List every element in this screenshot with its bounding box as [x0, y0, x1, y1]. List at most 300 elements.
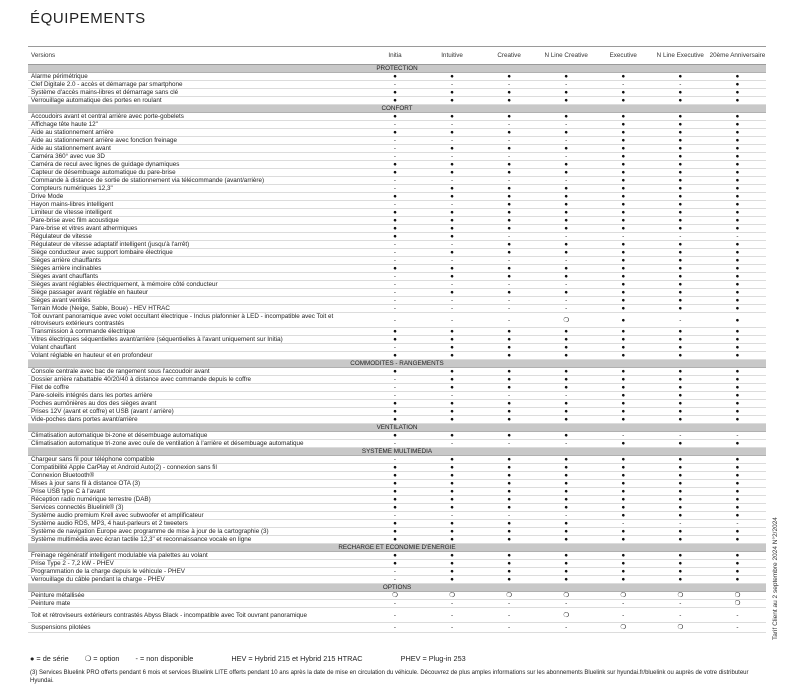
legend-standard: ● = de série: [30, 654, 69, 663]
availability-cell: ●: [481, 464, 538, 472]
availability-cell: -: [538, 281, 595, 289]
availability-cell: -: [709, 623, 766, 633]
feature-label: Caméra de recul avec lignes de guidage dynamiques: [28, 161, 366, 169]
availability-cell: -: [366, 153, 423, 161]
feature-label: Limiteur de vitesse intelligent: [28, 209, 366, 217]
availability-cell: ●: [595, 281, 652, 289]
availability-cell: -: [709, 520, 766, 528]
availability-cell: -: [366, 177, 423, 185]
availability-cell: -: [424, 201, 481, 209]
availability-cell: ●: [366, 536, 423, 544]
availability-cell: -: [595, 233, 652, 241]
legend-not-available: - = non disponible: [135, 654, 194, 663]
availability-cell: ●: [424, 456, 481, 464]
availability-cell: ●: [709, 336, 766, 344]
availability-cell: ●: [538, 73, 595, 81]
availability-cell: ●: [538, 145, 595, 153]
table-row: [28, 368, 766, 376]
table-row: [28, 161, 766, 169]
availability-cell: ●: [538, 472, 595, 480]
availability-cell: ●: [424, 273, 481, 281]
availability-cell: ●: [595, 169, 652, 177]
availability-cell: -: [366, 313, 423, 328]
feature-label: Climatisation automatique tri-zone avec ouïe de ventilation à l'arrière et désembuage automatique: [28, 440, 366, 448]
availability-cell: -: [481, 440, 538, 448]
availability-cell: ●: [595, 153, 652, 161]
legend-phev: PHEV = Plug-in 253: [400, 654, 466, 663]
col-header-n-line-executive: N Line Executive: [652, 47, 709, 65]
availability-cell: -: [538, 177, 595, 185]
availability-cell: ❍: [595, 623, 652, 633]
table-row: [28, 233, 766, 241]
availability-cell: -: [424, 81, 481, 89]
feature-label: Drive Mode: [28, 193, 366, 201]
availability-cell: ●: [652, 305, 709, 313]
availability-cell: ●: [595, 496, 652, 504]
feature-label: Sièges avant réglables électriquement, à mémoire côté conducteur: [28, 281, 366, 289]
legend-hev: HEV = Hybrid 215 et Hybrid 215 HTRAC: [231, 654, 363, 663]
section-title: SYSTÈME MULTIMÉDIA: [28, 448, 766, 456]
availability-cell: ●: [424, 89, 481, 97]
table-row: [28, 472, 766, 480]
availability-cell: ●: [538, 89, 595, 97]
availability-cell: ●: [709, 193, 766, 201]
table-row: [28, 193, 766, 201]
availability-cell: -: [424, 177, 481, 185]
availability-cell: ●: [652, 464, 709, 472]
availability-cell: ●: [481, 145, 538, 153]
availability-cell: -: [481, 233, 538, 241]
feature-label: Système de navigation Europe avec programme de mise à jour de la cartographie (3): [28, 528, 366, 536]
availability-cell: -: [424, 153, 481, 161]
availability-cell: ●: [709, 313, 766, 328]
availability-cell: ❍: [538, 608, 595, 623]
availability-cell: ●: [424, 432, 481, 440]
availability-cell: ●: [652, 504, 709, 512]
availability-cell: ●: [424, 560, 481, 568]
footnote: (3) Services Bluelink PRO offerts pendant 6 mois et services Bluelink LITE offerts pendant 10 ans après la date de mise en circulation du véhicule. Découvrez de plus amples informations sur les abonnements Bluelink sur hyundai.fr/bluelink ou auprès de votre distributeur Hyundai.: [30, 670, 749, 684]
table-row: [28, 560, 766, 568]
availability-cell: -: [366, 344, 423, 352]
feature-label: Toit et rétroviseurs extérieurs contrastés Abyss Black - incompatible avec Toit ouvrant panoramique: [28, 608, 366, 623]
table-row: [28, 416, 766, 424]
feature-label: Régulateur de vitesse: [28, 233, 366, 241]
availability-cell: ●: [424, 209, 481, 217]
feature-label: Volant chauffant: [28, 344, 366, 352]
availability-cell: ●: [709, 472, 766, 480]
availability-cell: ●: [595, 352, 652, 360]
availability-cell: ●: [595, 313, 652, 328]
availability-cell: ●: [652, 113, 709, 121]
availability-cell: ●: [366, 217, 423, 225]
availability-cell: -: [424, 440, 481, 448]
availability-cell: -: [538, 600, 595, 608]
col-header-creative: Creative: [481, 47, 538, 65]
availability-cell: ●: [595, 328, 652, 336]
feature-label: Aide au stationnement arrière: [28, 129, 366, 137]
availability-cell: ●: [366, 328, 423, 336]
availability-cell: ●: [538, 336, 595, 344]
availability-cell: ●: [424, 416, 481, 424]
availability-cell: ●: [481, 265, 538, 273]
availability-cell: -: [652, 520, 709, 528]
availability-cell: ●: [538, 241, 595, 249]
availability-cell: ●: [538, 432, 595, 440]
availability-cell: ●: [424, 576, 481, 584]
availability-cell: ●: [424, 217, 481, 225]
availability-cell: ●: [481, 209, 538, 217]
availability-cell: -: [652, 233, 709, 241]
availability-cell: -: [595, 600, 652, 608]
availability-cell: ●: [538, 536, 595, 544]
feature-label: Programmation de la charge depuis le véhicule - PHEV: [28, 568, 366, 576]
availability-cell: ●: [424, 129, 481, 137]
availability-cell: ●: [652, 273, 709, 281]
availability-cell: ●: [481, 169, 538, 177]
availability-cell: ●: [709, 89, 766, 97]
table-row: [28, 249, 766, 257]
availability-cell: ●: [538, 416, 595, 424]
availability-cell: ●: [595, 480, 652, 488]
availability-cell: -: [481, 623, 538, 633]
availability-cell: ●: [481, 456, 538, 464]
availability-cell: -: [424, 137, 481, 145]
availability-cell: ●: [595, 113, 652, 121]
availability-cell: ●: [595, 249, 652, 257]
availability-cell: ●: [652, 161, 709, 169]
feature-label: Transmission à commande électrique: [28, 328, 366, 336]
availability-cell: ●: [424, 328, 481, 336]
availability-cell: ●: [424, 568, 481, 576]
feature-label: Volant réglable en hauteur et en profondeur: [28, 352, 366, 360]
availability-cell: ●: [538, 352, 595, 360]
availability-cell: ●: [709, 456, 766, 464]
availability-cell: ●: [481, 400, 538, 408]
availability-cell: ●: [709, 273, 766, 281]
availability-cell: -: [366, 289, 423, 297]
table-row: [28, 265, 766, 273]
availability-cell: -: [538, 512, 595, 520]
availability-cell: -: [481, 392, 538, 400]
availability-cell: -: [424, 608, 481, 623]
availability-cell: ●: [709, 257, 766, 265]
availability-cell: ●: [538, 496, 595, 504]
availability-cell: ●: [366, 504, 423, 512]
col-header-intuitive: Intuitive: [424, 47, 481, 65]
availability-cell: ●: [538, 217, 595, 225]
availability-cell: ●: [481, 480, 538, 488]
table-row: [28, 97, 766, 105]
availability-cell: ●: [652, 209, 709, 217]
availability-cell: -: [709, 233, 766, 241]
availability-cell: -: [424, 512, 481, 520]
availability-cell: ●: [652, 89, 709, 97]
availability-cell: ●: [481, 185, 538, 193]
availability-cell: ●: [424, 400, 481, 408]
section-header-row: [28, 544, 766, 552]
availability-cell: ●: [709, 376, 766, 384]
availability-cell: ●: [424, 368, 481, 376]
availability-cell: ●: [538, 552, 595, 560]
availability-cell: ●: [424, 488, 481, 496]
availability-cell: -: [595, 520, 652, 528]
availability-cell: ●: [709, 225, 766, 233]
availability-cell: -: [366, 185, 423, 193]
availability-cell: ●: [424, 145, 481, 153]
availability-cell: ●: [595, 528, 652, 536]
availability-cell: ●: [595, 408, 652, 416]
feature-label: Chargeur sans fil pour téléphone compatible: [28, 456, 366, 464]
feature-label: Filet de coffre: [28, 384, 366, 392]
availability-cell: ●: [481, 520, 538, 528]
availability-cell: ●: [652, 568, 709, 576]
availability-cell: ●: [424, 464, 481, 472]
feature-label: Pare-brise et vitres avant athermiques: [28, 225, 366, 233]
availability-cell: ●: [652, 376, 709, 384]
feature-label: Freinage régénératif intelligent modulable via palettes au volant: [28, 552, 366, 560]
availability-cell: -: [366, 568, 423, 576]
availability-cell: ●: [481, 328, 538, 336]
availability-cell: ●: [424, 376, 481, 384]
section-header-row: [28, 360, 766, 368]
availability-cell: ●: [366, 400, 423, 408]
section-header-row: [28, 65, 766, 73]
availability-cell: ●: [481, 161, 538, 169]
feature-label: Système audio RDS, MP3, 4 haut-parleurs et 2 tweeters: [28, 520, 366, 528]
availability-cell: ●: [595, 209, 652, 217]
table-row: [28, 241, 766, 249]
availability-cell: ●: [538, 464, 595, 472]
availability-cell: -: [481, 121, 538, 129]
availability-cell: ●: [595, 297, 652, 305]
availability-cell: ●: [652, 456, 709, 464]
table-row: [28, 289, 766, 297]
availability-cell: ●: [538, 344, 595, 352]
table-row: [28, 137, 766, 145]
availability-cell: -: [424, 257, 481, 265]
availability-cell: ●: [595, 73, 652, 81]
table-row: [28, 600, 766, 608]
table-row: [28, 432, 766, 440]
availability-cell: ●: [709, 161, 766, 169]
availability-cell: -: [366, 440, 423, 448]
availability-cell: ●: [481, 249, 538, 257]
availability-cell: -: [481, 608, 538, 623]
section-header-row: [28, 448, 766, 456]
availability-cell: ●: [595, 273, 652, 281]
availability-cell: ●: [652, 169, 709, 177]
table-row: [28, 464, 766, 472]
feature-label: Dossier arrière rabattable 40/20/40 à distance avec commande depuis le coffre: [28, 376, 366, 384]
equipment-table-wrapper: [28, 46, 766, 633]
availability-cell: ●: [709, 97, 766, 105]
section-title: VENTILATION: [28, 424, 766, 432]
availability-cell: ●: [709, 344, 766, 352]
availability-cell: -: [481, 177, 538, 185]
availability-cell: ●: [709, 137, 766, 145]
availability-cell: ●: [538, 576, 595, 584]
availability-cell: ●: [595, 336, 652, 344]
availability-cell: ●: [595, 89, 652, 97]
availability-cell: ●: [595, 536, 652, 544]
availability-cell: ●: [481, 568, 538, 576]
availability-cell: ●: [652, 552, 709, 560]
availability-cell: ●: [538, 376, 595, 384]
availability-cell: ●: [709, 392, 766, 400]
availability-cell: ●: [595, 344, 652, 352]
availability-cell: -: [538, 121, 595, 129]
feature-label: Régulateur de vitesse adaptatif intelligent (jusqu'à l'arrêt): [28, 241, 366, 249]
availability-cell: ●: [595, 217, 652, 225]
table-row: [28, 273, 766, 281]
availability-cell: ●: [709, 464, 766, 472]
availability-cell: ●: [709, 504, 766, 512]
feature-label: Prises 12V (avant et coffre) et USB (avant / arrière): [28, 408, 366, 416]
availability-cell: ●: [424, 480, 481, 488]
side-note: Tarif Client au 2 septembre 2024 N°2/2024: [772, 517, 779, 640]
availability-cell: ●: [481, 73, 538, 81]
availability-cell: ●: [709, 153, 766, 161]
availability-cell: -: [481, 281, 538, 289]
availability-cell: ●: [595, 568, 652, 576]
table-row: [28, 576, 766, 584]
availability-cell: -: [424, 305, 481, 313]
availability-cell: ●: [366, 432, 423, 440]
availability-cell: -: [366, 281, 423, 289]
availability-cell: ●: [595, 376, 652, 384]
availability-cell: ●: [652, 408, 709, 416]
section-title: OPTIONS: [28, 584, 766, 592]
feature-label: Verrouillage automatique des portes en roulant: [28, 97, 366, 105]
availability-cell: -: [366, 297, 423, 305]
availability-cell: -: [424, 121, 481, 129]
availability-cell: -: [366, 273, 423, 281]
table-row: [28, 328, 766, 336]
availability-cell: ●: [538, 504, 595, 512]
availability-cell: ●: [366, 408, 423, 416]
table-row: [28, 113, 766, 121]
availability-cell: ●: [595, 552, 652, 560]
table-row: [28, 313, 766, 328]
availability-cell: ●: [366, 488, 423, 496]
availability-cell: -: [538, 297, 595, 305]
table-row: [28, 520, 766, 528]
availability-cell: -: [595, 432, 652, 440]
availability-cell: ●: [709, 177, 766, 185]
availability-cell: ●: [709, 113, 766, 121]
availability-cell: ●: [366, 97, 423, 105]
table-row: [28, 297, 766, 305]
availability-cell: ●: [595, 225, 652, 233]
availability-cell: ●: [709, 512, 766, 520]
table-row: [28, 257, 766, 265]
availability-cell: ●: [424, 97, 481, 105]
availability-cell: ●: [652, 129, 709, 137]
table-row: [28, 177, 766, 185]
table-row: [28, 225, 766, 233]
table-row: [28, 81, 766, 89]
table-row: [28, 480, 766, 488]
table-row: [28, 281, 766, 289]
availability-cell: -: [424, 241, 481, 249]
availability-cell: ❍: [709, 600, 766, 608]
availability-cell: ●: [424, 536, 481, 544]
table-row: [28, 552, 766, 560]
availability-cell: ●: [709, 201, 766, 209]
availability-cell: -: [424, 623, 481, 633]
availability-cell: ●: [366, 233, 423, 241]
table-row: [28, 376, 766, 384]
availability-cell: -: [366, 392, 423, 400]
availability-cell: ●: [595, 145, 652, 153]
availability-cell: ❍: [538, 313, 595, 328]
availability-cell: ●: [652, 153, 709, 161]
feature-label: Hayon mains-libres intelligent: [28, 201, 366, 209]
table-row: [28, 528, 766, 536]
availability-cell: -: [652, 313, 709, 328]
availability-cell: ●: [481, 273, 538, 281]
availability-cell: ●: [595, 560, 652, 568]
table-row: [28, 384, 766, 392]
feature-label: Vitres électriques séquentielles avant/arrière (séquentielles à l'avant uniquement sur Initia): [28, 336, 366, 344]
availability-cell: ❍: [366, 592, 423, 600]
availability-cell: ●: [366, 336, 423, 344]
availability-cell: ●: [481, 289, 538, 297]
availability-cell: -: [366, 623, 423, 633]
availability-cell: ●: [652, 440, 709, 448]
availability-cell: -: [652, 600, 709, 608]
availability-cell: ●: [538, 113, 595, 121]
availability-cell: ●: [424, 520, 481, 528]
availability-cell: ●: [595, 488, 652, 496]
table-row: [28, 169, 766, 177]
availability-cell: ●: [481, 129, 538, 137]
table-row: [28, 209, 766, 217]
availability-cell: ●: [709, 488, 766, 496]
feature-label: Connexion Bluetooth®: [28, 472, 366, 480]
availability-cell: -: [424, 313, 481, 328]
availability-cell: ●: [424, 233, 481, 241]
availability-cell: ●: [652, 73, 709, 81]
availability-cell: ●: [424, 113, 481, 121]
availability-cell: -: [366, 137, 423, 145]
feature-label: Sièges avant ventilés: [28, 297, 366, 305]
availability-cell: ●: [595, 289, 652, 297]
availability-cell: ●: [366, 368, 423, 376]
availability-cell: -: [652, 81, 709, 89]
availability-cell: -: [595, 81, 652, 89]
feature-label: Alarme périmétrique: [28, 73, 366, 81]
availability-cell: -: [424, 281, 481, 289]
availability-cell: ●: [709, 241, 766, 249]
availability-cell: ●: [481, 384, 538, 392]
availability-cell: ●: [652, 400, 709, 408]
availability-cell: ●: [366, 528, 423, 536]
availability-cell: -: [481, 305, 538, 313]
section-title: PROTECTION: [28, 65, 766, 73]
availability-cell: -: [481, 600, 538, 608]
table-header-row: [28, 47, 766, 65]
feature-label: Peinture métallisée: [28, 592, 366, 600]
availability-cell: ●: [424, 344, 481, 352]
availability-cell: -: [366, 249, 423, 257]
availability-cell: ●: [538, 209, 595, 217]
availability-cell: ●: [538, 328, 595, 336]
feature-label: Toit ouvrant panoramique avec volet occultant électrique - Inclus plafonnier à LED - incompatible avec Toit et rétroviseurs extérieurs contrastés: [28, 313, 366, 328]
availability-cell: ●: [709, 265, 766, 273]
availability-cell: ●: [424, 496, 481, 504]
availability-cell: -: [538, 305, 595, 313]
